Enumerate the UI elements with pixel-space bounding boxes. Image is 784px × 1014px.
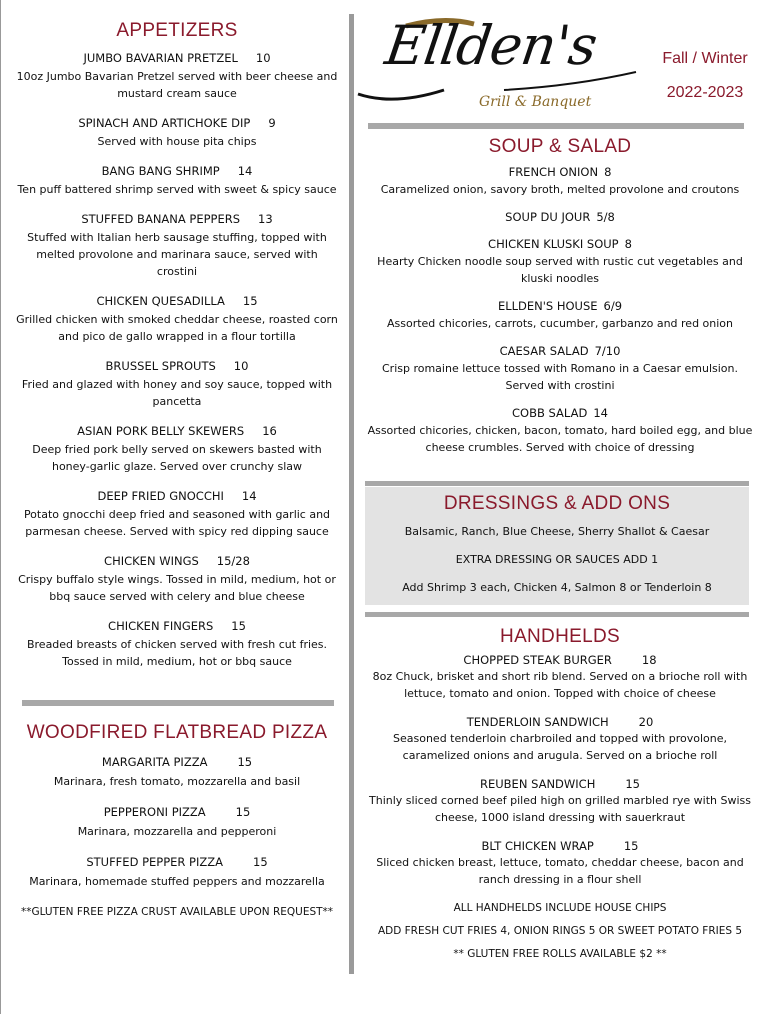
fries-note: ADD FRESH CUT FRIES 4, ONION RINGS 5 OR SWEET POTATO FRIES 5 [377, 925, 743, 937]
menu-item-price: 15 [625, 777, 640, 791]
menu-item-price: 15 [235, 805, 251, 819]
menu-item-description: Potato gnocchi deep fried and seasoned with garlic and parmesan cheese. Served with spicy red dipping sauce [23, 508, 331, 538]
menu-item-title [10, 754, 344, 770]
dressings-heading: DRESSINGS & ADD ONS [443, 493, 671, 514]
menu-item-title [10, 804, 344, 820]
menu-item-name: COBB SALAD [512, 406, 588, 420]
menu-item-price: 15 [623, 839, 639, 853]
left-column [10, 14, 344, 920]
menu-item-price: 15 [231, 619, 246, 633]
menu-item-title [362, 776, 758, 792]
menu-item-price: 8 [604, 165, 612, 179]
menu-item-price: 7/10 [594, 344, 621, 358]
menu-item [10, 553, 344, 605]
menu-item-price: 13 [258, 212, 273, 226]
menu-item-price: 14 [241, 489, 257, 503]
menu-item-description: Seasoned tenderloin charbroiled and topped with provolone, caramelized onions and arugula. Served on a brioche roll [393, 732, 727, 762]
menu-item-title [362, 209, 758, 225]
menu-item-description: Assorted chicories, chicken, bacon, tomato, hard boiled egg, and blue cheese crumbles. Served with choice of dressing [367, 424, 753, 454]
menu-item-description: Caramelized onion, savory broth, melted provolone and croutons [380, 183, 740, 196]
menu-item-name: CHOPPED STEAK BURGER [463, 653, 612, 667]
menu-item-price: 8 [624, 237, 632, 251]
menu-item-title [362, 714, 758, 730]
season: Fall / Winter [662, 50, 748, 67]
menu-item [10, 854, 344, 890]
menu-item-description: Breaded breasts of chicken served with fresh cut fries. Tossed in mild, medium, hot or bbq sauce [26, 638, 328, 668]
menu-item-title [10, 50, 344, 66]
menu-item [362, 209, 758, 225]
menu-item [10, 115, 344, 150]
menu-item-name: BANG BANG SHRIMP [101, 164, 220, 178]
gluten-free-rolls-note: ** GLUTEN FREE ROLLS AVAILABLE $2 ** [453, 948, 667, 960]
menu-item-price: 15 [237, 755, 253, 769]
menu-item-price: 16 [262, 424, 277, 438]
pizza-list [10, 754, 344, 890]
menu-item [10, 488, 344, 540]
menu-item-description: Crispy buffalo style wings. Tossed in mild, medium, hot or bbq sauce served with celery and blue cheese [18, 573, 336, 603]
menu-item-price: 18 [641, 653, 657, 667]
logo-name: Ellden's [381, 14, 601, 77]
handhelds-heading: HANDHELDS [500, 626, 620, 647]
handhelds-list [362, 652, 758, 888]
menu-item-name: DEEP FRIED GNOCCHI [97, 489, 224, 503]
dressings-list: Balsamic, Ranch, Blue Cheese, Sherry Shallot & Caesar [404, 525, 710, 538]
menu-item-title [10, 488, 344, 504]
soup-salad-heading: SOUP & SALAD [488, 136, 632, 157]
menu-item-name: SPINACH AND ARTICHOKE DIP [78, 116, 251, 130]
logo-tagline: Grill & Banquet [479, 94, 592, 110]
menu-item-price: 15/28 [216, 554, 250, 568]
menu-item-name: BRUSSEL SPROUTS [105, 359, 216, 373]
menu-item [10, 50, 344, 102]
menu-item [362, 236, 758, 287]
menu-item-name: CHICKEN WINGS [104, 554, 199, 568]
gluten-free-crust-note: **GLUTEN FREE PIZZA CRUST AVAILABLE UPON REQUEST** [20, 906, 334, 918]
menu-item-title [10, 618, 344, 634]
menu-item-title [10, 211, 344, 227]
menu-item [362, 298, 758, 332]
menu-item [10, 423, 344, 475]
dressings-box [365, 487, 749, 605]
page-edge [0, 0, 1, 1014]
menu-item-name: CAESAR SALAD [499, 344, 589, 358]
menu-item-description: Fried and glazed with honey and soy sauce, topped with pancetta [21, 378, 333, 408]
menu-item-description: Stuffed with Italian herb sausage stuffing, topped with melted provolone and marinara sauce, served with crostini [27, 231, 327, 278]
menu-item-name: REUBEN SANDWICH [479, 777, 596, 791]
menu-item-description: Sliced chicken breast, lettuce, tomato, cheddar cheese, bacon and ranch dressing in a flour shell [376, 856, 744, 886]
menu-item-name: PEPPERONI PIZZA [103, 805, 206, 819]
menu-item-description: 8oz Chuck, brisket and short rib blend. Served on a brioche roll with lettuce, tomato and onion. Topped with choice of cheese [372, 670, 748, 700]
menu-item-price: 9 [268, 116, 276, 130]
menu-item-title [10, 358, 344, 374]
add-ons-list: Add Shrimp 3 each, Chicken 4, Salmon 8 or Tenderloin 8 [402, 581, 712, 594]
menu-item [10, 358, 344, 410]
menu-item [362, 776, 758, 826]
appetizers-list [10, 50, 344, 670]
soup-salad-list [362, 164, 758, 456]
menu-item-title [362, 164, 758, 180]
menu-item-name: FRENCH ONION [508, 165, 599, 179]
menu-item-name: MARGARITA PIZZA [101, 755, 208, 769]
menu-item-description: Deep fried pork belly served on skewers basted with honey-garlic glaze. Served over crunchy slaw [32, 443, 322, 473]
menu-item [362, 652, 758, 702]
menu-item-price: 20 [638, 715, 654, 729]
column-divider [349, 14, 354, 974]
menu-item-title [10, 854, 344, 870]
menu-item [10, 618, 344, 670]
menu-item-price: 10 [233, 359, 249, 373]
right-column [362, 136, 758, 467]
menu-item [362, 343, 758, 394]
house-chips-note: ALL HANDHELDS INCLUDE HOUSE CHIPS [453, 902, 667, 914]
extra-dressing-note: EXTRA DRESSING OR SAUCES ADD 1 [455, 553, 659, 566]
menu-item-title [10, 293, 344, 309]
menu-item-description: Thinly sliced corned beef piled high on grilled marbled rye with Swiss cheese, 1000 island dressing with sauerkraut [369, 794, 751, 824]
menu-item-name: STUFFED PEPPER PIZZA [86, 855, 224, 869]
menu-item-price: 14 [593, 406, 608, 420]
menu-item [362, 164, 758, 198]
appetizers-heading: APPETIZERS [116, 20, 238, 41]
menu-item-title [10, 115, 344, 131]
menu-item-price: 5/8 [596, 210, 615, 224]
menu-item-title [362, 236, 758, 252]
menu-item-name: ASIAN PORK BELLY SKEWERS [77, 424, 245, 438]
menu-item-name: CHICKEN QUESADILLA [96, 294, 225, 308]
menu-item [10, 804, 344, 840]
menu-item-name: BLT CHICKEN WRAP [481, 839, 594, 853]
menu-item-title [362, 652, 758, 668]
menu-item-price: 15 [242, 294, 258, 308]
menu-item [10, 293, 344, 345]
menu-item-description: Hearty Chicken noodle soup served with rustic cut vegetables and kluski noodles [377, 255, 743, 285]
pizza-heading: WOODFIRED FLATBREAD PIZZA [26, 722, 328, 743]
section-divider [368, 123, 744, 129]
menu-item-name: SOUP DU JOUR [505, 210, 591, 224]
menu-item-title [10, 423, 344, 439]
menu-item-price: 15 [253, 855, 268, 869]
menu-item-title [362, 298, 758, 314]
menu-item-price: 14 [237, 164, 253, 178]
menu-item-title [10, 553, 344, 569]
menu-item-title [362, 838, 758, 854]
menu-item-name: STUFFED BANANA PEPPERS [81, 212, 241, 226]
menu-item-name: ELLDEN'S HOUSE [497, 299, 598, 313]
menu-item-name: CHICKEN FINGERS [108, 619, 214, 633]
menu-item [362, 838, 758, 888]
menu-item-name: CHICKEN KLUSKI SOUP [488, 237, 619, 251]
menu-item [10, 163, 344, 198]
menu-item-price: 10 [255, 51, 271, 65]
menu-item [10, 211, 344, 280]
menu-item-title [10, 163, 344, 179]
menu-item-description: Crisp romaine lettuce tossed with Romano in a Caesar emulsion. Served with crostini [381, 362, 739, 392]
menu-item-price: 6/9 [603, 299, 623, 313]
menu-item-description: Grilled chicken with smoked cheddar cheese, roasted corn and pico de gallo wrapped in a flour tortilla [16, 313, 338, 343]
menu-item [362, 405, 758, 456]
menu-item-description: Ten puff battered shrimp served with sweet & spicy sauce [17, 183, 337, 196]
menu-item-name: JUMBO BAVARIAN PRETZEL [83, 51, 238, 65]
section-divider [365, 481, 749, 486]
menu-item [10, 754, 344, 790]
menu-item-description: Marinara, fresh tomato, mozzarella and basil [53, 775, 301, 788]
section-divider [365, 612, 749, 617]
menu-item [362, 714, 758, 764]
season-years: 2022-2023 [666, 84, 744, 101]
menu-item-description: Assorted chicories, carrots, cucumber, garbanzo and red onion [386, 317, 734, 330]
menu-item-title [362, 405, 758, 421]
menu-item-description: Served with house pita chips [97, 135, 257, 148]
menu-item-title [362, 343, 758, 359]
menu-item-description: Marinara, homemade stuffed peppers and mozzarella [29, 875, 325, 888]
logo [354, 14, 644, 118]
handhelds-section [362, 626, 758, 962]
section-divider [22, 700, 334, 706]
menu-item-description: 10oz Jumbo Bavarian Pretzel served with beer cheese and mustard cream sauce [16, 70, 338, 100]
menu-item-description: Marinara, mozzarella and pepperoni [77, 825, 277, 838]
menu-item-name: TENDERLOIN SANDWICH [466, 715, 609, 729]
